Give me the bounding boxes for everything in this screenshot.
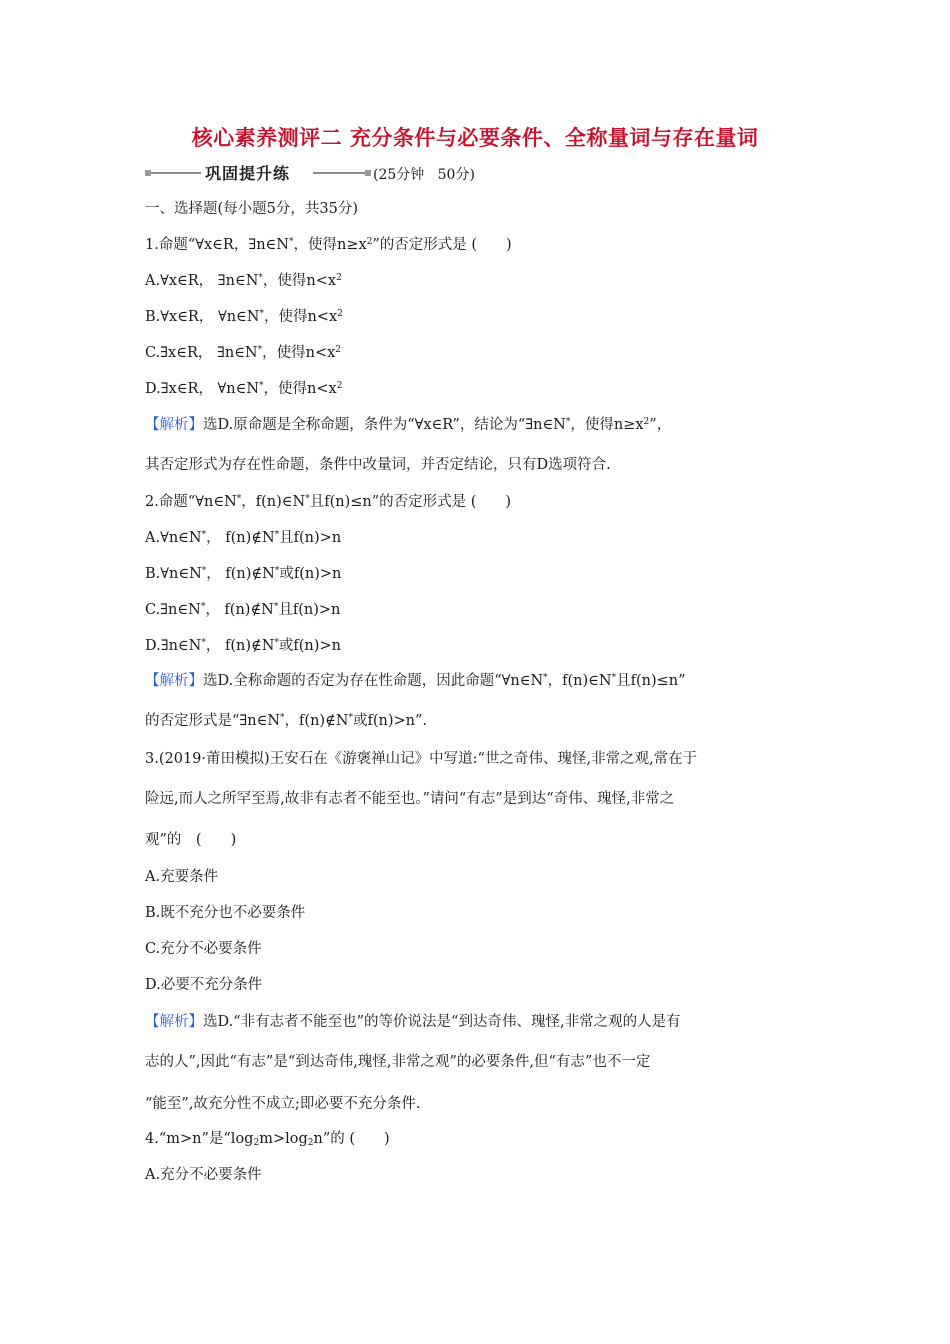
q4-option-a: A.充分不必要条件 <box>145 1167 262 1183</box>
jiexi-label: 【解析】 <box>145 1014 203 1030</box>
q1-explanation-line2: 其否定形式为存在性命题，条件中改量词，并否定结论，只有D选项符合. <box>145 457 611 473</box>
q2-option-d: D.∃n∈N*， f(n)∉N*或f(n)>n <box>145 638 341 654</box>
q3-stem-line3: 观”的 ( ) <box>145 832 237 848</box>
page-title: 核心素养测评二 充分条件与必要条件、全称量词与存在量词 <box>191 126 759 150</box>
bar-end-right <box>365 170 371 176</box>
jiexi-label: 【解析】 <box>145 673 203 689</box>
bar-line-left <box>151 172 201 174</box>
q3-stem-line2: 险远,而人之所罕至焉,故非有志者不能至也。”请问“有志”是到达“奇伟、瑰怪,非常之 <box>145 791 675 807</box>
q4-stem: 4.“m>n”是“$\log_2m>\log_2n$”的 ( ) <box>145 1131 390 1148</box>
q3-option-d: D.必要不充分条件 <box>145 977 263 993</box>
q3-explanation-line1: 【解析】选D.“非有志者不能至也”的等价说法是“到达奇伟、瑰怪,非常之观的人是有 <box>145 1014 681 1030</box>
q1-option-c: C.∃x∈R， ∃n∈N*，使得$n<x^2$ <box>145 345 342 361</box>
q1-explanation-line1: 【解析】选D.原命题是全称命题，条件为“∀x∈R”，结论为“∃n∈N*，使得$n\ge x^2$”， <box>145 417 672 433</box>
q2-stem: 2.命题“∀n∈N*，f(n)∈N*且f(n)≤n”的否定形式是 ( ) <box>145 494 512 510</box>
q2-option-b: B.∀n∈N*， f(n)∉N*或f(n)>n <box>145 566 342 582</box>
section-label: 巩固提升练 <box>205 164 291 183</box>
q3-option-c: C.充分不必要条件 <box>145 941 262 957</box>
q3-explanation-line2: 志的人”,因此“有志”是“到达奇伟,瑰怪,非常之观”的必要条件,但“有志”也不一定 <box>145 1054 651 1070</box>
q3-explanation-line3: “能至”,故充分性不成立;即必要不充分条件. <box>145 1096 421 1112</box>
q1-option-b: B.∀x∈R， ∀n∈N*，使得$n<x^2$ <box>145 309 343 325</box>
q2-option-a: A.∀n∈N*， f(n)∉N*且f(n)>n <box>145 530 342 546</box>
q1-stem: 1.命题“∀x∈R，∃n∈N*，使得$n\ge x^2$”的否定形式是 ( ) <box>145 237 512 253</box>
bar-line-right <box>313 172 365 174</box>
q2-explanation-line1: 【解析】选D.全称命题的否定为存在性命题，因此命题“∀n∈N*，f(n)∈N*且f(n)≤n” <box>145 673 686 689</box>
q2-option-c: C.∃n∈N*， f(n)∉N*且f(n)>n <box>145 602 341 618</box>
section-timing: (25分钟 50分) <box>373 167 475 183</box>
q3-option-a: A.充要条件 <box>145 869 219 885</box>
q3-option-b: B.既不充分也不必要条件 <box>145 905 306 921</box>
q3-stem-line1: 3.(2019·莆田模拟)王安石在《游褒禅山记》中写道:“世之奇伟、瑰怪,非常之观,常在于 <box>145 751 698 767</box>
q2-explanation-line2: 的否定形式是“∃n∈N*，f(n)∉N*或f(n)>n”. <box>145 713 428 729</box>
q1-option-d: D.∃x∈R， ∀n∈N*，使得$n<x^2$ <box>145 381 343 397</box>
part-heading: 一、选择题(每小题5分，共35分) <box>145 201 358 217</box>
q1-option-a: A.∀x∈R， ∃n∈N*，使得$n<x^2$ <box>145 273 342 289</box>
jiexi-label: 【解析】 <box>145 417 203 433</box>
section-header <box>145 162 565 184</box>
